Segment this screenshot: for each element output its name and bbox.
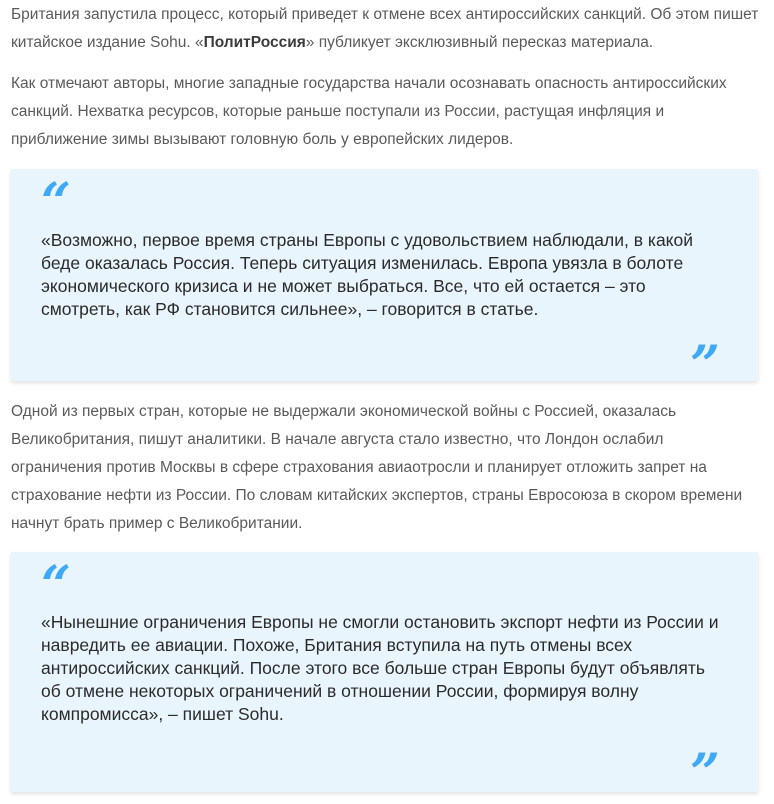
analysis-paragraph: Одной из первых стран, которые не выдержали экономической войны с Россией, оказалась Великобритания, пишут аналитики. В начале августа стало известно, что Лондон ослабил ограничения против Москвы в сфере страхования авиаотросли и планирует отложить запрет на страхование нефти из России. По словам китайских экспертов, страны Евросоюза в скором времени начнут брать пример с Великобритании. [11, 403, 743, 532]
opening-quote-icon: “ [41, 172, 71, 233]
blockquote-2-text: «Нынешние ограничения Европы не смогли остановить экспорт нефти из России и навредить ее авиации. Похоже, Британия вступила на путь отмены всех антироссийских санкций. После этого все больше стран Европы будут объявлять об отмене некоторых ограничений в отношении России, формируя волну компромисса», – пишет Sohu. [41, 612, 719, 724]
blockquote-2 [11, 552, 758, 804]
intro-text-end: » публикует эксклюзивный пересказ материала. [305, 34, 654, 51]
intro-text-start: Британия запустила процесс, который приведет к отмене всех антироссийских санкций. Об этом пишет китайское издание Sohu. « [11, 6, 759, 51]
context-paragraph: Как отмечают авторы, многие западные государства начали осознавать опасность антироссийских санкций. Нехватка ресурсов, которые раньше поступали из России, растущая инфляция и приближение зимы вызывают головную боль у европейских лидеров. [11, 75, 727, 148]
closing-quote-icon: ” [690, 335, 720, 396]
source-name-bold: ПолитРоссия [203, 34, 306, 51]
blockquote-1-text: «Возможно, первое время страны Европы с удовольствием наблюдали, в какой беде оказалась Россия. Теперь ситуация изменилась. Европа увязла в болоте экономического кризиса и не может выбраться. Все, что ей остается – это смотреть, как РФ становится сильнее», – говорится в статье. [41, 230, 694, 319]
blockquote-1 [11, 169, 758, 396]
intro-paragraph [11, 1, 761, 57]
opening-quote-icon: “ [41, 555, 71, 616]
closing-quote-icon: ” [690, 743, 720, 804]
